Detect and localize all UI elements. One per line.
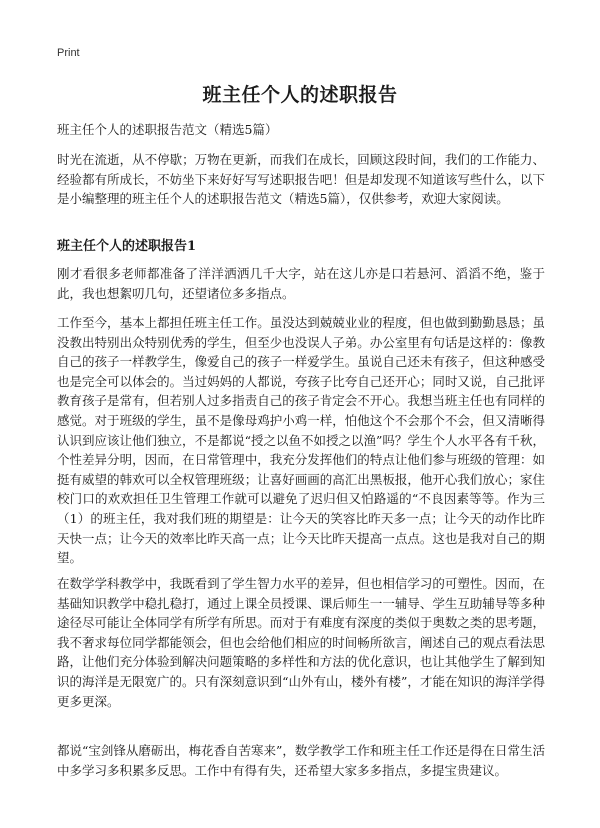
section-heading: 班主任个人的述职报告1 <box>57 239 197 254</box>
body-paragraph: 都说“宝剑锋从磨砺出，梅花香自苦寒来”，数学教学工作和班主任工作还是得在日常生活中多学习多积累多反思。工作中有得有失，还希望大家多多指点，多提宝贵建议。 <box>57 743 545 778</box>
print-label: Print <box>57 47 80 59</box>
body-paragraph: 在数学学科教学中，我既看到了学生智力水平的差异，但也相信学习的可塑性。因而，在基础知识教学中稳扎稳打，通过上课全员授课、课后师生一一辅导、学生互助辅导等多种途径尽可能让全体同学有所学有所思。而对于有难度有深度的类似于奥数之类的思考题，我不奢求每位同学都能领会，但也会给他们相应的时间畅所欲言，阐述自己的观点看法思路，让他们充分体验到解决问题策略的多样性和方法的优化意识，也让其他学生了解到知识的海洋是无限宽广的。只有深刻意识到“山外有山，楼外有楼”，才能在知识的海洋学得更多更深。 <box>57 576 545 709</box>
document-subtitle: 班主任个人的述职报告范文（精选5篇） <box>57 122 278 137</box>
document-title: 班主任个人的述职报告 <box>202 84 398 106</box>
body-paragraph: 刚才看很多老师都准备了洋洋洒洒几千大字，站在这儿亦是口若悬河、滔滔不绝，鉴于此，我也想絮叨几句，还望诸位多多指点。 <box>57 266 545 301</box>
body-paragraph: 工作至今，基本上都担任班主任工作。虽没达到兢兢业业的程度，但也做到勤勤恳恳；虽没教出特别出众特别优秀的学生，但至少也没误人子弟。办公室里有句话是这样的：像教自己的孩子一样教学生，像爱自己的孩子一样爱学生。虽说自己还未有孩子，但这种感受也是完全可以体会的。当过妈妈的人都说，夸孩子比夸自己还开心；同时又说，自己批评教育孩子是常有，但若别人过多指责自己的孩子肯定会不开心。我想当班主任也有同样的感觉。对于班级的学生，虽不是像母鸡护小鸡一样，怕他这个不会那个不会，但又清晰得认识到应该让他们独立，不是都说“授之以鱼不如授之以渔”吗？学生个人水平各有千秋，个性差异分明，因而，在日常管理中，我充分发挥他们的特点让他们参与班级的管理：如挺有威望的韩欢可以全权管理班级；让喜好画画的高汇出黑板报，他开心我们放心；家住校门口的欢欢担任卫生管理工作就可以避免了迟归但又怕路遥的“不良因素等等。作为三（1）的班主任，我对我们班的期望是：让今天的笑容比昨天多一点；让今天的动作比昨天快一点；让今天的效率比昨天高一点；让今天比昨天提高一点点。这也是我对自己的期望。 <box>57 315 545 566</box>
intro-paragraph: 时光在流逝，从不停歇；万物在更新，而我们在成长，回顾这段时间，我们的工作能力、经验都有所成长，不妨坐下来好好写写述职报告吧！但是却发现不知道该写些什么，以下是小编整理的班主任个人的述职报告范文（精选5篇），仅供参考，欢迎大家阅读。 <box>57 152 545 207</box>
